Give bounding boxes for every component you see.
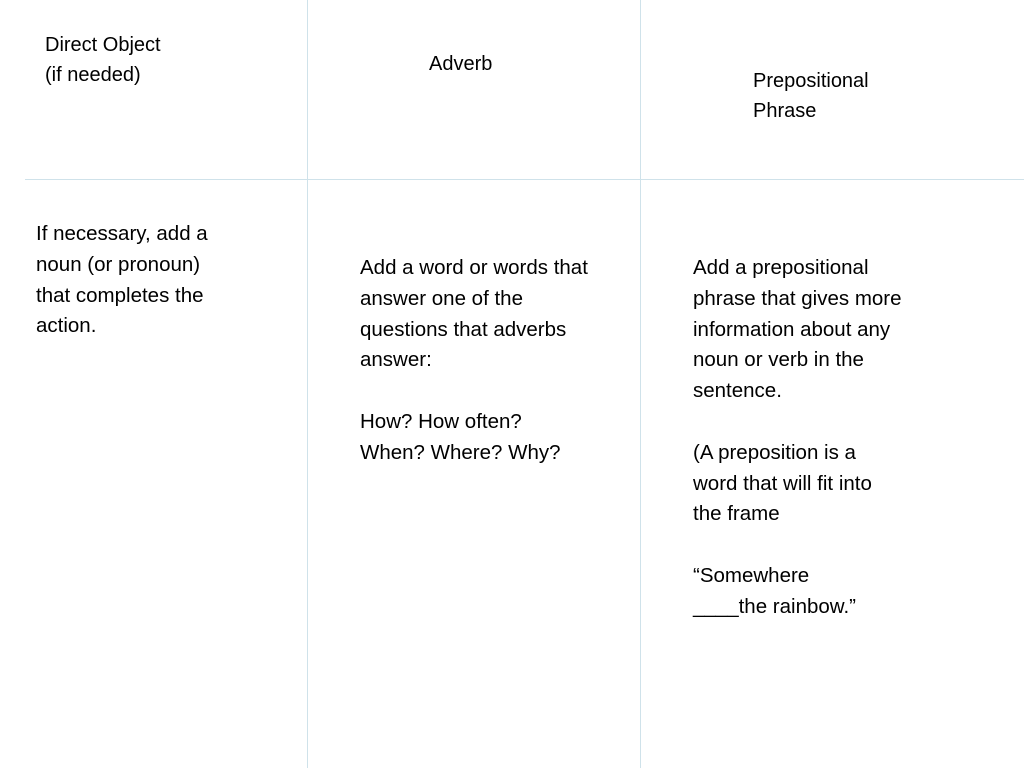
- direct-object-description: [36, 219, 208, 342]
- text-line: How? How often?: [360, 409, 522, 433]
- text-line: answer:: [360, 348, 432, 372]
- adverb-header: [429, 49, 492, 79]
- header-line: Prepositional: [753, 70, 869, 92]
- text-line: ____the rainbow.”: [693, 594, 856, 618]
- prepositional-phrase-header: [753, 66, 869, 126]
- header-line: Phrase: [753, 100, 817, 122]
- text-line: word that will fit into: [693, 471, 872, 495]
- text-line: questions that adverbs: [360, 317, 567, 341]
- adverb-description: [360, 253, 588, 469]
- column-divider-1: [307, 0, 308, 768]
- text-line: Add a prepositional: [693, 256, 869, 279]
- text-line: “Somewhere: [693, 563, 810, 587]
- text-line: When? Where? Why?: [360, 440, 561, 464]
- text-line: action.: [36, 314, 97, 338]
- paragraph-gap: [693, 407, 902, 438]
- text-line: noun (or pronoun): [36, 252, 201, 276]
- header-line: Direct Object: [45, 34, 161, 56]
- text-line: sentence.: [693, 379, 782, 403]
- text-line: information about any: [693, 317, 891, 341]
- text-line: the frame: [693, 502, 780, 526]
- text-line: that completes the: [36, 283, 204, 307]
- text-line: answer one of the: [360, 286, 523, 310]
- direct-object-header: [45, 30, 161, 90]
- text-line: (A preposition is a: [693, 440, 856, 464]
- header-line: Adverb: [429, 53, 493, 75]
- prepositional-phrase-description: [693, 253, 902, 623]
- text-line: Add a word or words that: [360, 256, 588, 279]
- paragraph-gap: [360, 376, 588, 407]
- header-line: (if needed): [45, 64, 141, 86]
- text-line: phrase that gives more: [693, 286, 902, 310]
- column-divider-2: [640, 0, 641, 768]
- text-line: noun or verb in the: [693, 348, 864, 372]
- paragraph-gap: [693, 530, 902, 561]
- header-row-divider: [25, 179, 1024, 180]
- text-line: If necessary, add a: [36, 222, 208, 245]
